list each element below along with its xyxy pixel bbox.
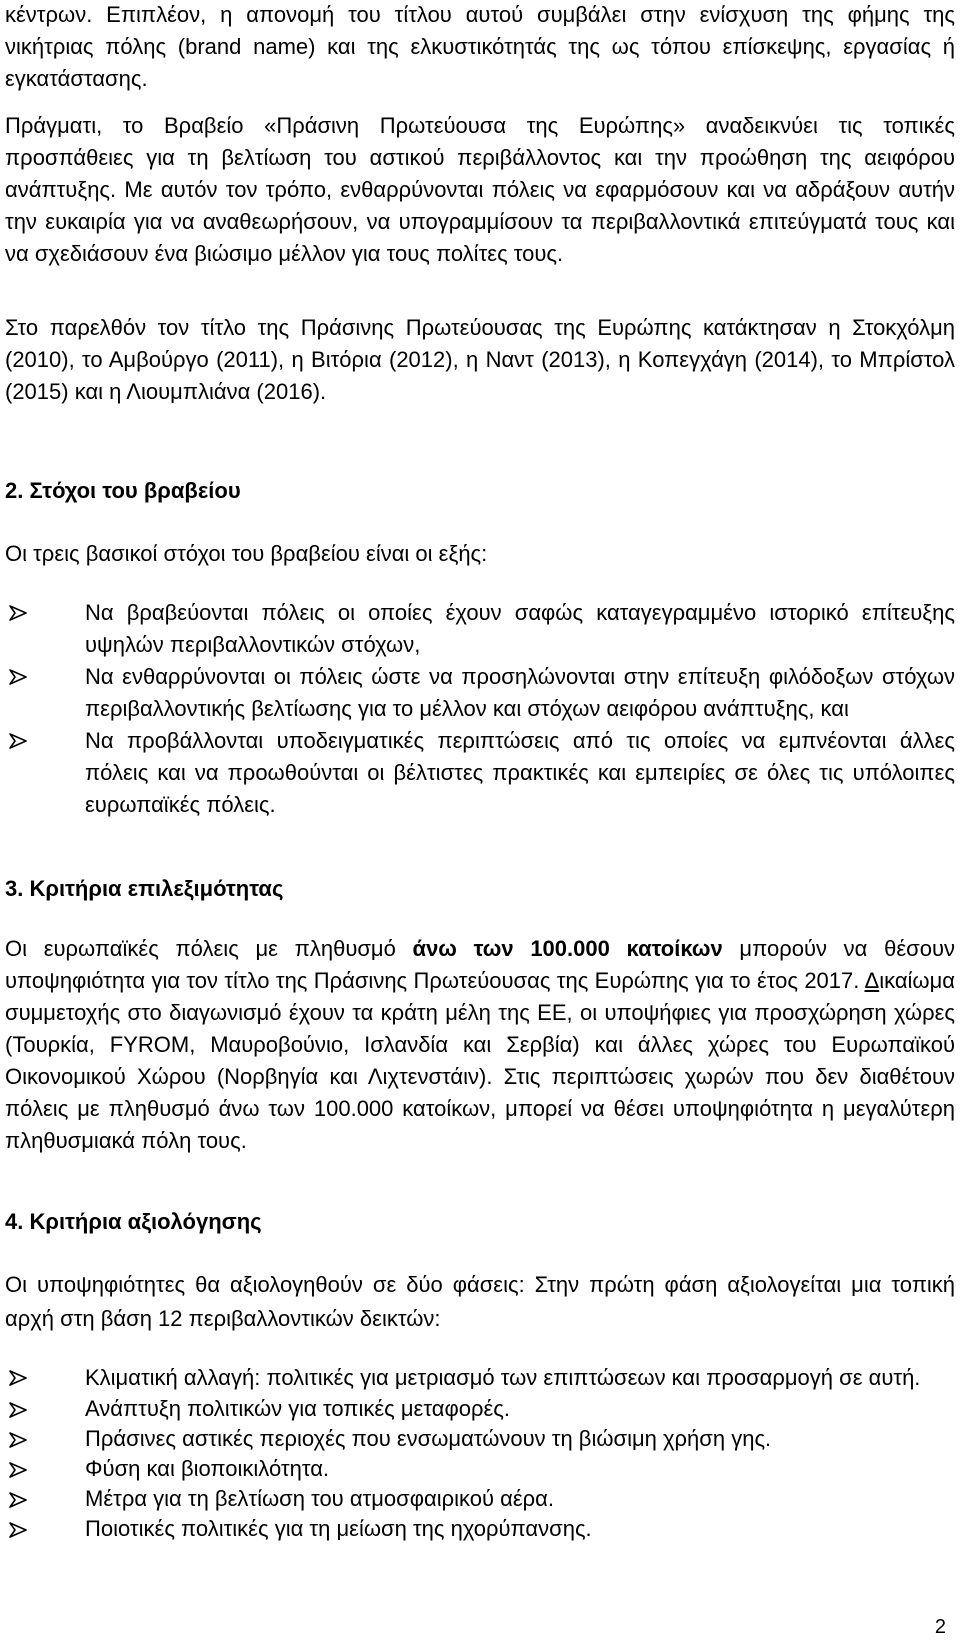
list-item bbox=[5, 1424, 955, 1454]
arrowhead-bullet-icon bbox=[9, 605, 27, 621]
list-item bbox=[5, 725, 955, 821]
list-item bbox=[5, 1362, 955, 1394]
list-item bbox=[5, 1514, 955, 1544]
paragraph-past-winners: Στο παρελθόν τον τίτλο της Πράσινης Πρωτεύουσας της Ευρώπης κατάκτησαν η Στοκχόλμη (2010), το Αμβούργο (2011), η Βιτόρια (2012), η Ναντ (2013), η Κοπεγχάγη (2014), το Μπρίστολ (2015) και η Λιουμπλιάνα (2016). bbox=[5, 315, 955, 404]
section-title-goals: 2. Στόχοι του βραβείου bbox=[5, 478, 241, 503]
paragraph-indeed: Πράγματι, το Βραβείο «Πράσινη Πρωτεύουσα της Ευρώπης» αναδεικνύει τις τοπικές προσπάθειες για τη βελτίωση του αστικού περιβάλλοντος και την προώθηση της αειφόρου ανάπτυξης. Με αυτόν τον τρόπο, ενθαρρύνονται πόλεις να εφαρμόσουν και να αδράξουν αυτήν την ευκαιρία για να αναθεωρήσουν, να υπογραμμίσουν τα περιβαλλοντικά επιτεύγματά τους και να σχεδιάσουν ένα βιώσιμο μέλλον για τους πολίτες τους. bbox=[5, 113, 955, 266]
list-item bbox=[5, 1484, 955, 1514]
list-item-text: Κλιματική αλλαγή: πολιτικές για μετριασμό των επιπτώσεων και προσαρμογή σε αυτή. bbox=[85, 1365, 921, 1390]
arrowhead-bullet-icon bbox=[9, 1370, 27, 1386]
section-eligibility-text bbox=[5, 933, 955, 1157]
arrowhead-bullet-icon bbox=[9, 1432, 27, 1448]
arrowhead-bullet-icon bbox=[9, 1522, 27, 1538]
goals-bullet-list bbox=[5, 597, 955, 821]
list-item-text: Ανάπτυξη πολιτικών για τοπικές μεταφορές. bbox=[85, 1396, 510, 1421]
evaluation-bullet-list bbox=[5, 1362, 955, 1544]
eligibility-text-part2: μπορούν να θέσουν υποψηφιότητα για τον τίτλο της Πράσινης Πρωτεύουσας της Ευρώπης για το έτος 2017. bbox=[5, 936, 955, 993]
eligibility-text-part3: ικαίωμα συμμετοχής στο διαγωνισμό έχουν τα κράτη μέλη της ΕΕ, οι υποψήφιες για προσχώρηση χώρες (Τουρκία, FYROM, Μαυροβούνιο, Ισλανδία και Σερβία) και άλλες χώρες του Ευρωπαϊκού Οικονομικού Χώρου (Νορβηγία και Λιχτενστάιν). Στις περιπτώσεις χωρών που δεν διαθέτουν πόλεις με πληθυσμό άνω των 100.000 κατοίκων, μπορεί να θέσει υποψηφιότητα η μεγαλύτερη πληθυσμιακά πόλη τους. bbox=[5, 968, 955, 1153]
arrowhead-bullet-icon bbox=[9, 669, 27, 685]
list-item bbox=[5, 1454, 955, 1484]
list-item-text: Πράσινες αστικές περιοχές που ενσωματώνουν τη βιώσιμη χρήση γης. bbox=[85, 1426, 772, 1451]
list-item-text: Να βραβεύονται πόλεις οι οποίες έχουν σαφώς καταγεγραμμένο ιστορικό επίτευξης υψηλών περιβαλλοντικών στόχων, bbox=[85, 600, 955, 657]
arrowhead-bullet-icon bbox=[9, 1462, 27, 1478]
list-item-text: Να προβάλλονται υποδειγματικές περιπτώσεις από τις οποίες να εμπνέονται άλλες πόλεις και να προωθούνται οι βέλτιστες πρακτικές και εμπειρίες σε όλες τις υπόλοιπες ευρωπαϊκές πόλεις. bbox=[85, 728, 955, 817]
arrowhead-bullet-icon bbox=[9, 1402, 27, 1418]
eligibility-text-part1: Οι ευρωπαϊκές πόλεις με πληθυσμό bbox=[5, 936, 413, 961]
list-item-text: Φύση και βιοποικιλότητα. bbox=[85, 1456, 330, 1481]
section-title-eligibility: 3. Κριτήρια επιλεξιμότητας bbox=[5, 876, 284, 901]
list-item bbox=[5, 1394, 955, 1424]
list-item-text: Μέτρα για τη βελτίωση του ατμοσφαιρικού αέρα. bbox=[85, 1486, 554, 1511]
list-item-text: Να ενθαρρύνονται οι πόλεις ώστε να προσηλώνονται στην επίτευξη φιλόδοξων στόχων περιβαλλοντικής βελτίωσης για το μέλλον και στόχων αειφόρου ανάπτυξης, και bbox=[85, 664, 955, 721]
eligibility-text-bold: άνω των 100.000 κατοίκων bbox=[412, 936, 723, 961]
list-item bbox=[5, 661, 955, 725]
section-title-evaluation: 4. Κριτήρια αξιολόγησης bbox=[5, 1209, 262, 1234]
paragraph-intro: κέντρων. Επιπλέον, η απονομή του τίτλου αυτού συμβάλει στην ενίσχυση της φήμης της νικήτριας πόλης (brand name) και της ελκυστικότητάς της ως τόπου επίσκεψης, εργασίας ή εγκατάστασης. bbox=[5, 2, 955, 91]
eligibility-text-underlined: Δ bbox=[864, 968, 880, 993]
arrowhead-bullet-icon bbox=[9, 733, 27, 749]
section-goals-intro: Οι τρεις βασικοί στόχοι του βραβείου είναι οι εξής: bbox=[5, 541, 488, 566]
arrowhead-bullet-icon bbox=[9, 1492, 27, 1508]
list-item bbox=[5, 597, 955, 661]
page-number: 2 bbox=[934, 1616, 946, 1638]
section-evaluation-intro: Οι υποψηφιότητες θα αξιολογηθούν σε δύο φάσεις: Στην πρώτη φάση αξιολογείται μια τοπική αρχή στη βάση 12 περιβαλλοντικών δεικτών: bbox=[5, 1272, 955, 1331]
list-item-text: Ποιοτικές πολιτικές για τη μείωση της ηχορύπανσης. bbox=[85, 1516, 592, 1541]
